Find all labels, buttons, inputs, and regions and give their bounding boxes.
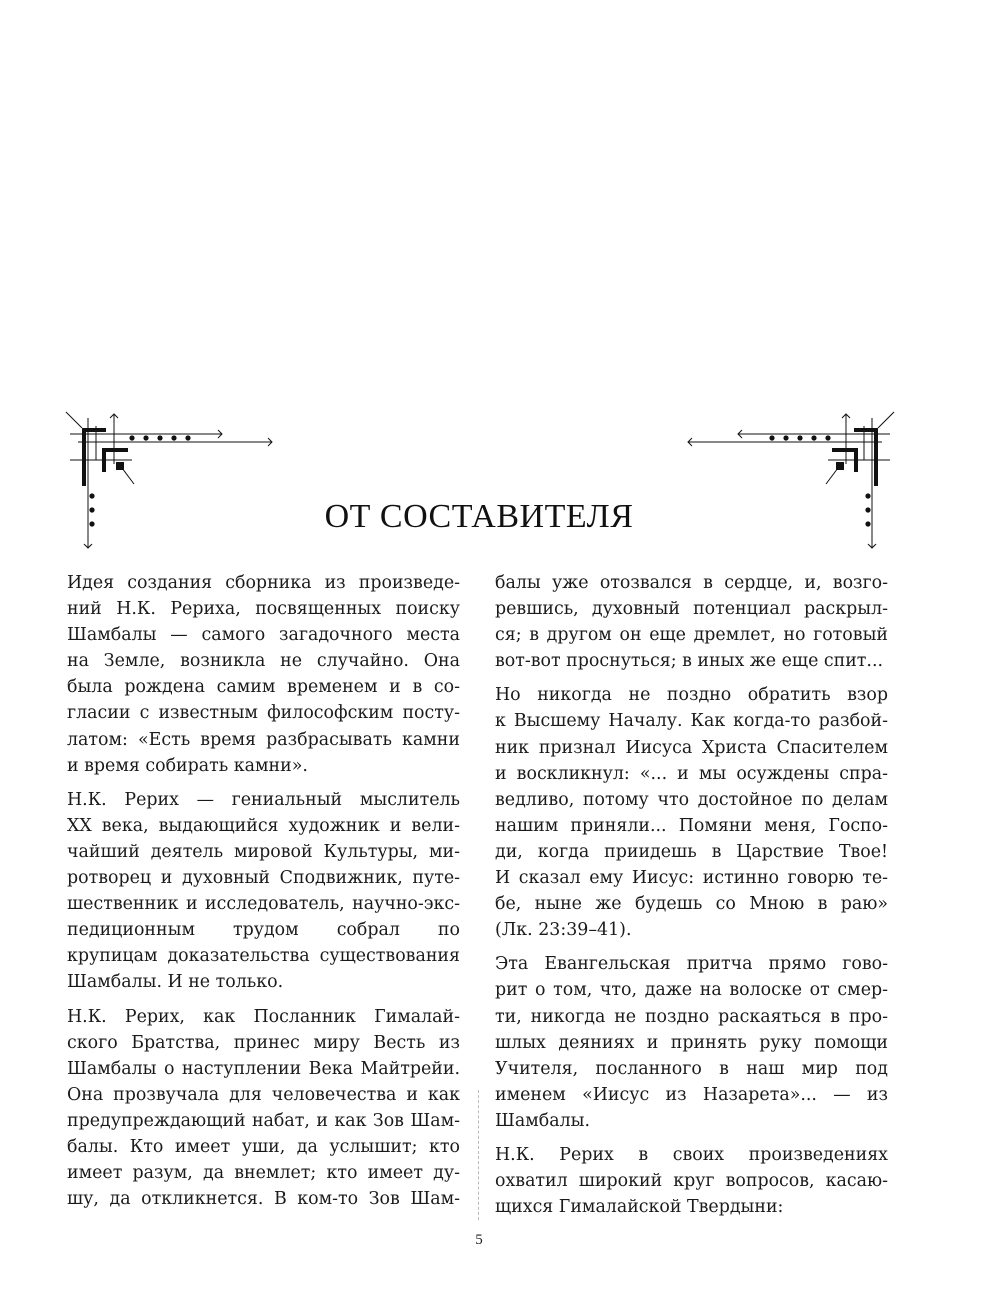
text-line: шу, да откликнется. В ком-то Зов Шам-	[67, 1189, 460, 1210]
text-line: предупреждающий набат, и как Зов Шам-	[67, 1110, 460, 1131]
page-number: 5	[475, 1232, 483, 1248]
text-line: шественник и исследователь, научно-экс-	[67, 894, 460, 915]
text-column-right	[495, 570, 888, 1220]
text-line: балы. Кто имеет уши, да услышит; кто	[67, 1136, 460, 1157]
text-line: Она прозвучала для человечества и как	[67, 1084, 460, 1105]
text-line: Эта Евангельская притча прямо гово-	[495, 954, 888, 975]
text-line: ревшись, духовный потенциал раскрыл-	[495, 599, 888, 620]
text-line: педиционным трудом собрал по	[67, 920, 460, 941]
text-line: щихся Гималайской Твердыни:	[495, 1197, 784, 1218]
text-line: Н.К. Рерих в своих произведениях	[495, 1144, 888, 1165]
paragraph-gap	[495, 1134, 888, 1142]
text-line: балы уже отозвался в сердце, и, возго-	[495, 573, 888, 593]
text-line: Учителя, посланного в наш мир под	[495, 1058, 888, 1079]
text-line: И сказал ему Иисус: истинно говорю те-	[495, 868, 888, 889]
text-line: ведливо, потому что достойное по делам	[495, 789, 888, 810]
text-line: крупицам доказательства существования	[67, 946, 460, 967]
text-line: Идея создания сборника из произведе-	[67, 573, 460, 593]
text-line: охватил широкий круг вопросов, касаю-	[495, 1171, 888, 1192]
text-line: (Лк. 23:39–41).	[495, 920, 632, 941]
text-line: и время собирать камни».	[67, 755, 308, 776]
text-line: Шамбалы.	[495, 1110, 590, 1131]
text-line: ротворец и духовный Сподвижник, путе-	[67, 868, 460, 889]
text-line: Но никогда не поздно обратить взор	[495, 685, 888, 706]
paragraph-gap	[495, 943, 888, 951]
text-line: Н.К. Рерих, как Посланник Гималай-	[67, 1006, 460, 1027]
text-line: ти, никогда не поздно раскаяться в про-	[495, 1006, 888, 1027]
text-line: Н.К. Рерих — гениальный мыслитель	[67, 789, 460, 810]
text-line: была рождена самим временем и в со-	[67, 677, 460, 698]
paragraph-gap	[495, 674, 888, 682]
text-line: шлых деяниях и принять руку помощи	[495, 1032, 888, 1053]
text-line: нашим приняли... Помяни меня, Госпо-	[495, 815, 888, 836]
text-line: ского Братства, принес миру Весть из	[67, 1032, 460, 1053]
text-line: ся; в другом он еще дремлет, но готовый	[495, 625, 888, 646]
text-line: на Земле, возникла не случайно. Она	[67, 651, 460, 672]
paragraph-gap	[67, 996, 460, 1004]
text-line: Шамбалы — самого загадочного места	[67, 625, 460, 646]
text-line: ний Н.К. Рериха, посвященных поиску	[67, 599, 460, 620]
text-line: именем «Иисус из Назарета»... — из	[495, 1084, 888, 1105]
text-line: к Высшему Началу. Как когда-то разбой-	[495, 711, 888, 732]
text-line: Шамбалы. И не только.	[67, 972, 284, 993]
text-line: рит о том, что, даже на волоске от смер-	[495, 980, 888, 1001]
text-line: Шамбалы о наступлении Века Майтрейи.	[67, 1058, 460, 1079]
column-divider	[478, 1090, 479, 1220]
text-line: XX века, выдающийся художник и вели-	[67, 815, 460, 836]
text-line: бе, ныне же будешь со Мною в раю»	[495, 894, 888, 915]
text-line: и воскликнул: «... и мы осуждены спра-	[495, 763, 888, 784]
text-line: чайший деятель мировой Культуры, ми-	[67, 841, 460, 862]
text-column-left	[67, 570, 460, 1212]
text-line: гласии с известным философским посту-	[67, 703, 460, 724]
text-line: ди, когда приидешь в Царствие Твое!	[495, 841, 888, 862]
page-title: ОТ СОСТАВИТЕЛЯ	[324, 498, 634, 535]
text-line: вот-вот проснуться; в иных же еще спит...	[495, 651, 884, 672]
text-line: латом: «Есть время разбрасывать камни	[67, 729, 460, 750]
text-line: имеет разум, да внемлет; кто имеет ду-	[67, 1163, 460, 1184]
text-line: ник признал Иисуса Христа Спасителем	[495, 737, 888, 758]
paragraph-gap	[67, 779, 460, 787]
